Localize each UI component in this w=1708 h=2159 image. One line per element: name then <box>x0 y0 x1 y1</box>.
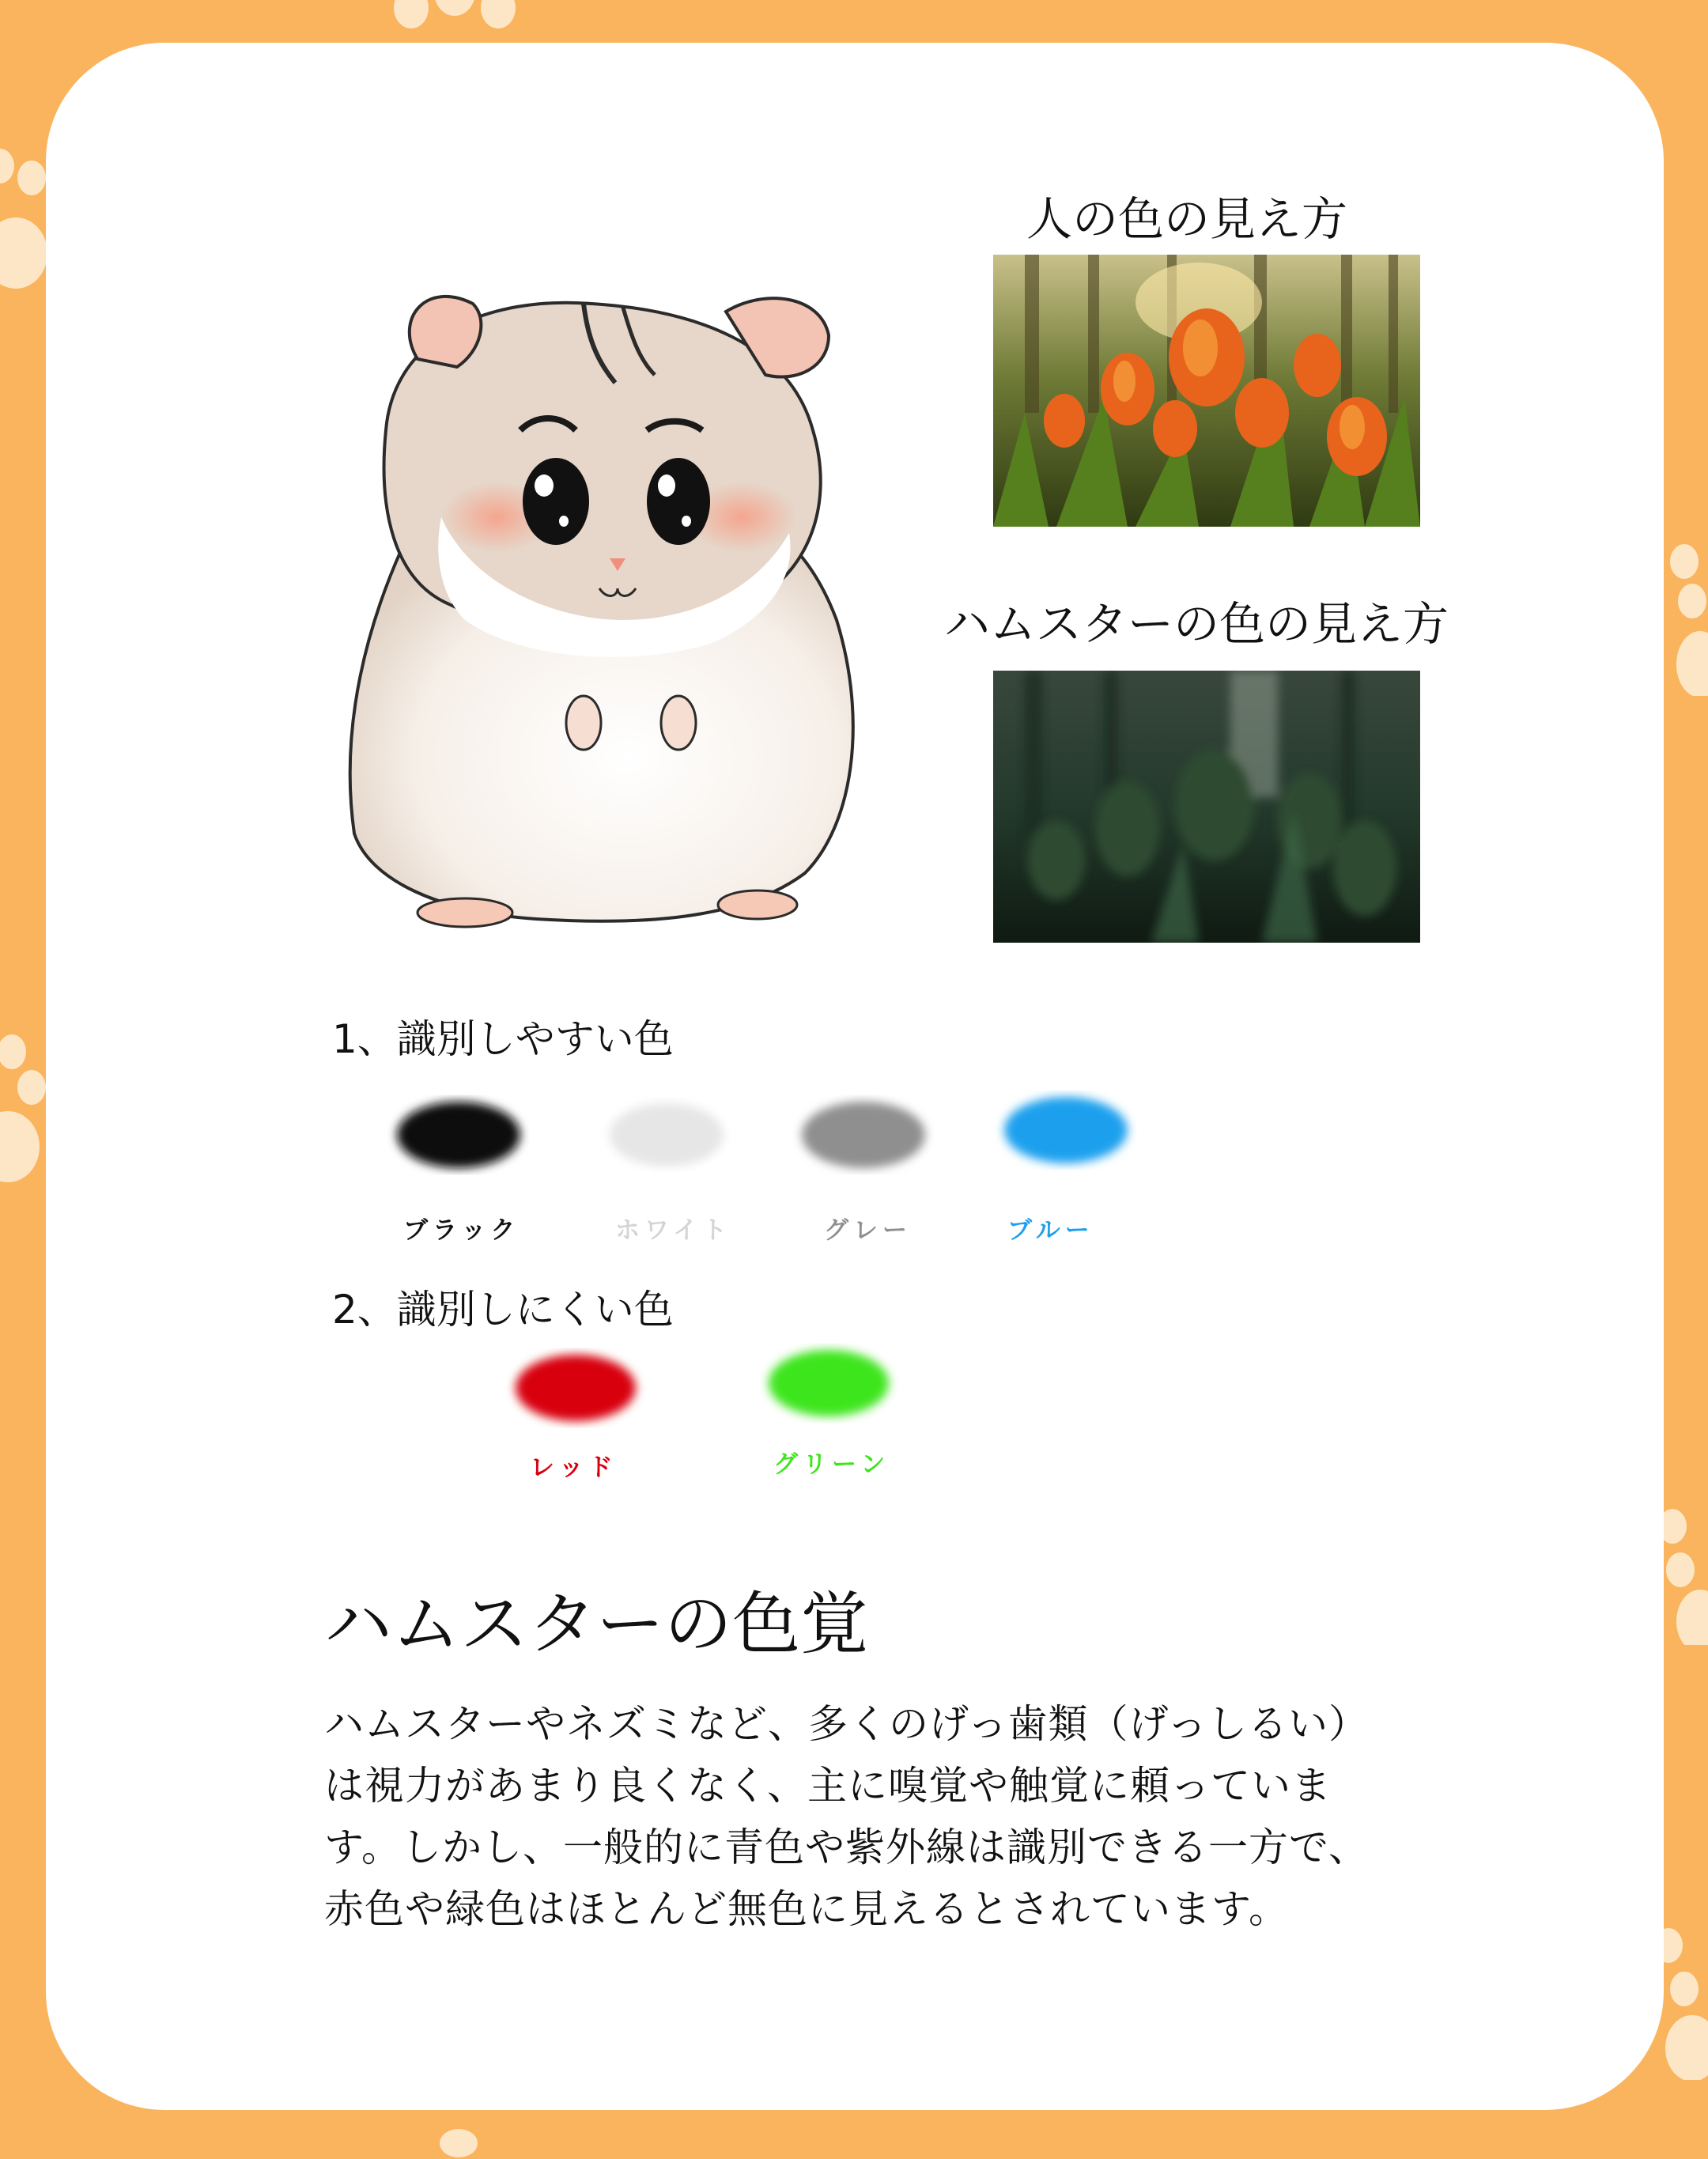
color-label-white: ホワイト <box>615 1216 732 1245</box>
article-line-1: ハムスターやネズミなど、多くのげっ歯類（げっしるい） <box>324 1701 1369 1747</box>
color-label-red: レッド <box>530 1454 618 1482</box>
paw-print-icon <box>1661 538 1708 696</box>
color-blot-green <box>758 1340 900 1427</box>
hamster-illustration <box>283 248 916 944</box>
article-line-2: は視力があまり良くなく、主に嗅覚や触覚に頼っていま <box>324 1763 1332 1809</box>
human-view-photo <box>993 255 1420 527</box>
article-line-4: 赤色や緑色はほとんど無色に見えるとされています。 <box>324 1886 1289 1932</box>
paw-print-icon <box>380 0 530 40</box>
paw-print-icon <box>411 2127 506 2159</box>
color-label-green: グリーン <box>773 1450 890 1479</box>
color-blot-black <box>387 1091 530 1178</box>
article-line-3: す。しかし、一般的に青色や紫外線は識別できる一方で、 <box>324 1824 1369 1870</box>
color-label-black: ブラック <box>403 1216 520 1245</box>
hamster-view-title: ハムスターの色の見え方 <box>944 597 1449 651</box>
color-blot-white <box>599 1091 734 1178</box>
hamster-view-photo <box>993 671 1420 943</box>
color-label-blue: ブルー <box>1007 1216 1094 1245</box>
human-view-title: 人の色の見え方 <box>1026 192 1348 246</box>
color-blot-blue <box>995 1087 1137 1174</box>
hard-colors-label: 2、識別しにくい色 <box>332 1287 674 1333</box>
color-blot-red <box>504 1344 647 1431</box>
article-heading: ハムスターの色覚 <box>324 1585 868 1664</box>
content-card <box>46 43 1664 2110</box>
color-label-gray: グレー <box>824 1216 912 1245</box>
color-blot-gray <box>792 1091 935 1178</box>
easy-colors-label: 1、識別しやすい色 <box>332 1016 674 1062</box>
